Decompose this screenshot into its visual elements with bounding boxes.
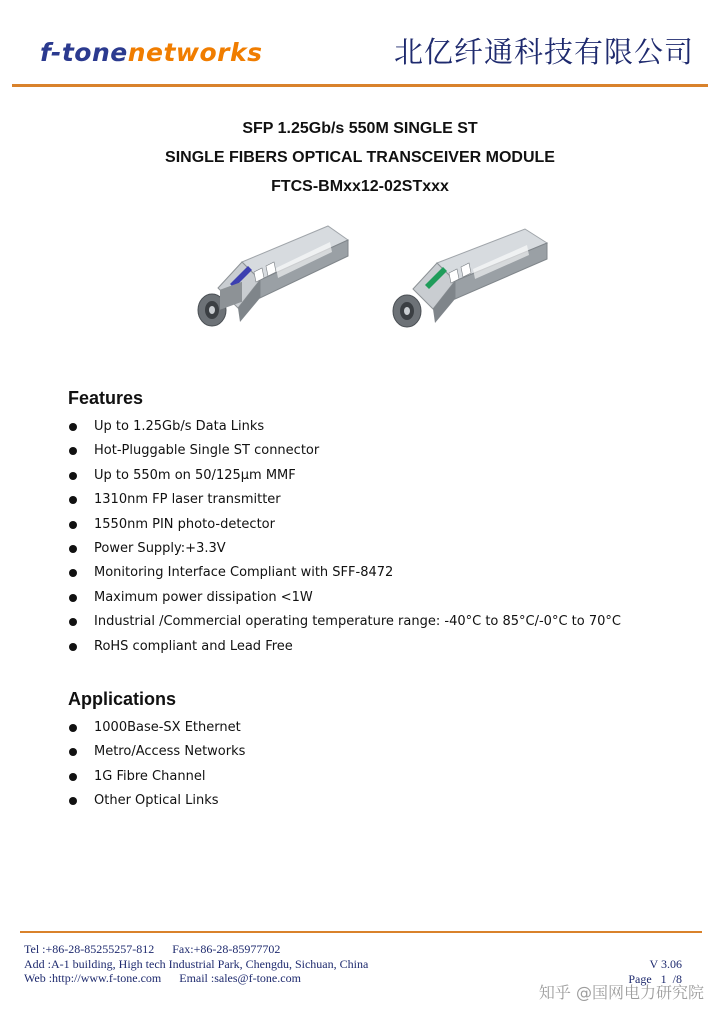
footer-email: Email :sales@f-tone.com xyxy=(179,971,301,985)
version-number: V 3.06 xyxy=(649,957,682,971)
bullet-icon xyxy=(69,643,77,651)
bullet-icon xyxy=(69,569,77,577)
list-item: RoHS compliant and Lead Free xyxy=(68,635,621,659)
bullet-icon xyxy=(69,447,77,455)
applications-list xyxy=(68,716,245,814)
list-item: 1G Fibre Channel xyxy=(68,765,245,789)
list-item: 1310nm FP laser transmitter xyxy=(68,488,621,512)
features-heading: Features xyxy=(68,388,144,408)
header-divider xyxy=(12,84,708,87)
list-item: 1000Base-SX Ethernet xyxy=(68,716,245,740)
bullet-icon xyxy=(69,797,77,805)
page-header xyxy=(0,0,720,90)
features-list xyxy=(68,415,621,659)
list-item: Up to 1.25Gb/s Data Links xyxy=(68,415,621,439)
list-item: Metro/Access Networks xyxy=(68,740,245,764)
bullet-icon xyxy=(69,545,77,553)
applications-heading: Applications xyxy=(68,689,177,709)
bullet-icon xyxy=(69,594,77,602)
list-item: 1550nm PIN photo-detector xyxy=(68,513,621,537)
bullet-icon xyxy=(69,773,77,781)
list-item: Industrial /Commercial operating temperature range: -40°C to 85°C/-0°C to 70°C xyxy=(68,610,621,634)
title-line-1: SFP 1.25Gb/s 550M SINGLE ST xyxy=(242,120,478,137)
list-item: Up to 550m on 50/125μm MMF xyxy=(68,464,621,488)
title-line-2: SINGLE FIBERS OPTICAL TRANSCEIVER MODULE xyxy=(165,149,555,166)
bullet-icon xyxy=(69,496,77,504)
bullet-icon xyxy=(69,724,77,732)
bullet-icon xyxy=(69,521,77,529)
bullet-icon xyxy=(69,423,77,431)
footer-contact xyxy=(24,942,368,986)
footer-tel: Tel :+86-28-85255257-812 xyxy=(24,942,155,956)
list-item: Hot-Pluggable Single ST connector xyxy=(68,439,621,463)
bullet-icon xyxy=(69,618,77,626)
list-item: Maximum power dissipation <1W xyxy=(68,586,621,610)
watermark-text: 知乎 @国网电力研究院 xyxy=(538,983,704,1002)
ftone-logo xyxy=(40,38,263,67)
footer-web: Web :http://www.f-tone.com xyxy=(24,971,162,985)
title-line-3: FTCS-BMxx12-02STxxx xyxy=(271,178,449,195)
logo-text-networks: networks xyxy=(127,38,263,67)
sfp-module-image-blue xyxy=(192,222,352,334)
company-name: 北亿纤通科技有限公司 xyxy=(393,35,694,69)
list-item: Power Supply:+3.3V xyxy=(68,537,621,561)
logo-text-ftone: f-tone xyxy=(40,38,128,67)
bullet-icon xyxy=(69,472,77,480)
page-number: Page 1 /8 xyxy=(628,971,682,986)
footer-fax: Fax:+86-28-85977702 xyxy=(172,942,281,956)
list-item: Other Optical Links xyxy=(68,789,245,813)
footer-address: Add :A-1 building, High tech Industrial Park, Chengdu, Sichuan, China xyxy=(24,956,369,971)
sfp-module-image-green xyxy=(385,227,553,337)
list-item: Monitoring Interface Compliant with SFF-8472 xyxy=(68,561,621,585)
footer-divider xyxy=(20,931,702,933)
bullet-icon xyxy=(69,748,77,756)
